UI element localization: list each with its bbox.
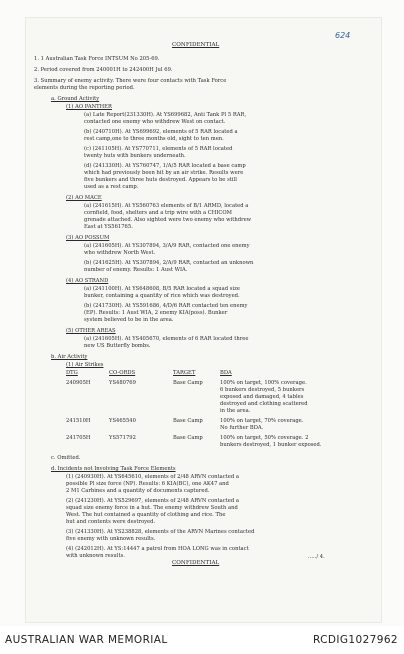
text-line: squad size enemy force in a hut. The enemy withdrew South and [66,505,238,511]
text-line: grenade attached. Also sighted were two enemy who withdrew [84,217,252,223]
table-cell: YS480769 [109,380,136,386]
subsection-heading: (5) OTHER AREAS [66,328,116,334]
text-line: contacted one enemy who withdrew West on contact. [84,119,226,125]
table-cell: No further BDA. [220,425,264,431]
table-cell: YS571792 [109,435,136,441]
subsection-heading: (2) AO MACE [66,195,102,201]
archive-footer-right: RCDIG1027962 [313,634,398,646]
text-line: (a) (241605H). At YS405670, elements of 6 RAR located three [84,336,249,342]
text-line: (1) (240930H). At YS645610, elements of 2/48 ARVN contacted a [66,474,239,480]
table-cell: 100% on target, 100% coverage. [220,380,307,386]
archive-footer [0,626,404,654]
text-line: 3. Summary of enemy activity. There were four contacts with Task Force [34,78,227,84]
text-line: system believed to be in the area. [84,317,174,323]
page-classification: CONFIDENTIAL [172,42,220,48]
archive-footer-left: AUSTRALIAN WAR MEMORIAL [5,634,168,646]
text-line: 2 M1 Carbines and a quantity of documents captured. [66,488,210,494]
table-header-target: TARGET [173,370,196,376]
text-line: (2) (241230H). At YS529697, elements of 2/48 ARVN contacted a [66,498,239,504]
text-line: (a) Late Report(231330H). At YS699682, Anti Tank Pl 5 RAR, [84,112,247,118]
document-body [26,18,381,622]
table-cell: destroyed and clothing scattered [220,401,308,407]
page-continuation: ...../ 4. [308,554,325,560]
page-footer-classification: CONFIDENTIAL [172,560,220,566]
text-line: number of enemy. Results: 1 Aust WIA. [84,267,188,273]
section-heading: a. Ground Activity [51,96,100,102]
section-heading: d. Incidents not Involving Task Force Elements [51,466,176,472]
text-line: bunker, containing a quantity of rice which was destroyed. [84,293,240,299]
table-cell: 241510H [66,418,91,424]
handwritten-folio-number: 624 [335,31,351,40]
table-cell: 241705H [66,435,91,441]
text-line: West. The hut contained a quantity of clothing and rice. The [66,512,226,518]
text-line: used as a rest camp. [84,184,139,190]
table-header-bda: BDA [220,370,232,376]
text-line: (a) (241100H). At YS648608, B/5 RAR located a squad size [84,286,240,292]
table-cell: YS465540 [109,418,136,424]
table-cell: exposed and damaged, 4 tables [220,394,304,400]
table-cell: 240905H [66,380,91,386]
text-line: (c) (241105H). At YS770711, elements of 5 RAR located [84,146,233,152]
text-line: (EP). Results: 1 Aust WIA, 2 enemy KIA(poss). Bunker [84,310,228,316]
text-line: possible Pl size force (NP). Results: 6 KIA(BC), one AK47 and [66,481,229,487]
text-line: who withdrew North West. [84,250,156,256]
subsection-heading: (1) AO PANTHER [66,104,112,110]
text-line: (a) (241605H). At YS307894, 3/A/9 RAR, contacted one enemy [84,243,250,249]
text-line: (a) (241615H). At YS560763 elements of B/1 ARMD, located a [84,203,249,209]
text-line: five enemy with unknown results. [66,536,156,542]
table-cell: 6 bunkers destroyed, 5 bunkers [220,387,305,393]
section-heading: b. Air Activity [51,354,88,360]
text-line: five bunkers and three huts destroyed. Appears to be still [84,177,237,183]
table-header-coords: CO-ORDS [109,370,136,376]
text-line: twenty huts with bunkers underneath. [84,153,186,159]
text-line: cornfield, food, shelters and a trip wire with a CHICOM [84,210,232,216]
text-line: (3) (241330H). At YS238828, elements of the ARVN Marines contacted [66,529,255,535]
text-line: rest camp,one to three months old, sight to ten men. [84,136,224,142]
text-line: (b) (240710H). At YS699692, elements of 5 RAR located a [84,129,238,135]
table-header-dtg: DTG [66,370,78,376]
text-line: hut and contents were destroyed. [66,519,156,525]
text-line: new US Butterfly bombs. [84,343,151,349]
table-cell: Base Camp [173,435,203,441]
text-line: which had previously been hit by an air strike. Results were [84,170,244,176]
text-line: with unknown results. [66,553,125,559]
text-line: (4) (242012H). At YS:14447 a patrol from HOA LONG was in contact [66,546,249,552]
table-cell: in the area. [220,408,251,414]
table-cell: Base Camp [173,418,203,424]
text-line: (d) (241330H). At YS760747, 1/A/5 RAR located a base camp [84,163,246,169]
text-line: (b) (241730H). At YS591686, 4/D/6 RAR contacted ten enemy [84,303,248,309]
text-line: East at YS561765. [84,224,133,230]
table-cell: 100% on target, 50% coverage. 2 [220,435,309,441]
subsection-heading: (3) AO POSSUM [66,235,110,241]
text-line: 2. Period covered from 240001H to 242400H Jul 69. [34,67,173,73]
subsection-heading: (1) Air Strikes [66,362,104,368]
table-cell: 100% on target, 70% coverage. [220,418,304,424]
text-line: (b) (241625H). At YS307894, 2/A/9 RAR, contacted an unknown [84,260,254,266]
document-page [26,18,381,622]
text-line: 1. 1 Australian Task Force INTSUM No 205-69. [34,56,160,62]
table-cell: bunkers destroyed, 1 bunker exposed. [220,442,322,448]
text-line: c. Omitted. [51,455,81,461]
subsection-heading: (4) AO STRAND [66,278,109,284]
table-cell: Base Camp [173,380,203,386]
text-line: elements during the reporting period. [34,85,135,91]
